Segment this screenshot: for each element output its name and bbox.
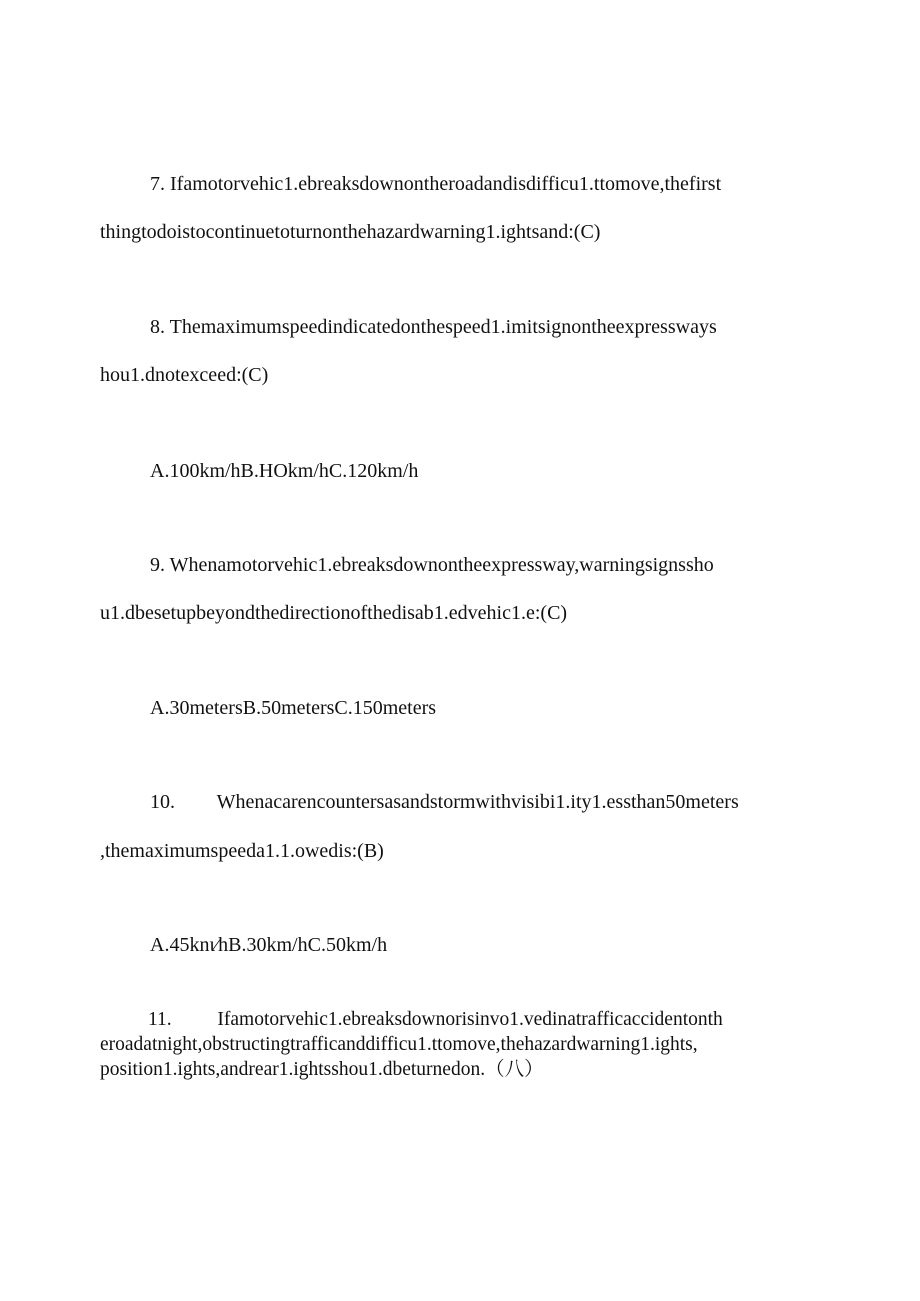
question-9-line-2: u1.dbesetupbeyondthedirectionofthedisab1.edvehic1.e:(C) — [100, 602, 568, 624]
question-10-line-1 — [150, 790, 739, 814]
question-10-line-2: ,themaximumspeeda1.1.owedis:(B) — [100, 840, 384, 862]
question-8-line-1: 8. Themaximumspeedindicatedonthespeed1.imitsignontheexpressways — [150, 316, 717, 338]
question-8-options: A.100km/hB.HOkm/hC.120km/h — [150, 460, 419, 482]
question-7-line-1: 7. Ifamotorvehic1.ebreaksdownontheroadandisdifficu1.ttomove,thefirst — [150, 173, 722, 195]
question-10-text: Whenacarencountersasandstormwithvisibi1.ity1.essthan50meters — [216, 791, 739, 813]
question-11-line-2: eroadatnight,obstructingtrafficanddifficu1.ttomove,thehazardwarning1.ights, — [100, 1034, 698, 1055]
question-10-number: 10. — [150, 791, 175, 813]
question-9-line-1: 9. Whenamotorvehic1.ebreaksdownontheexpressway,warningsignssho — [150, 554, 714, 576]
question-9-options: A.30metersB.50metersC.150meters — [150, 697, 437, 719]
question-11-text: Ifamotorvehic1.ebreaksdownorisinvo1.vedinatrafficaccidentonth — [217, 1009, 723, 1030]
question-10-options: A.45knι∕hB.30km/hC.50km/h — [150, 934, 388, 956]
question-11-line-3: position1.ights,andrear1.ightsshou1.dbeturnedon.（八） — [100, 1059, 544, 1080]
question-11-line-1 — [148, 1008, 723, 1031]
question-11-number: 11. — [148, 1009, 172, 1030]
question-8-line-2: hou1.dnotexceed:(C) — [100, 364, 269, 386]
question-7-line-2: thingtodoistocontinuetoturnonthehazardwarning1.ightsand:(C) — [100, 221, 601, 243]
